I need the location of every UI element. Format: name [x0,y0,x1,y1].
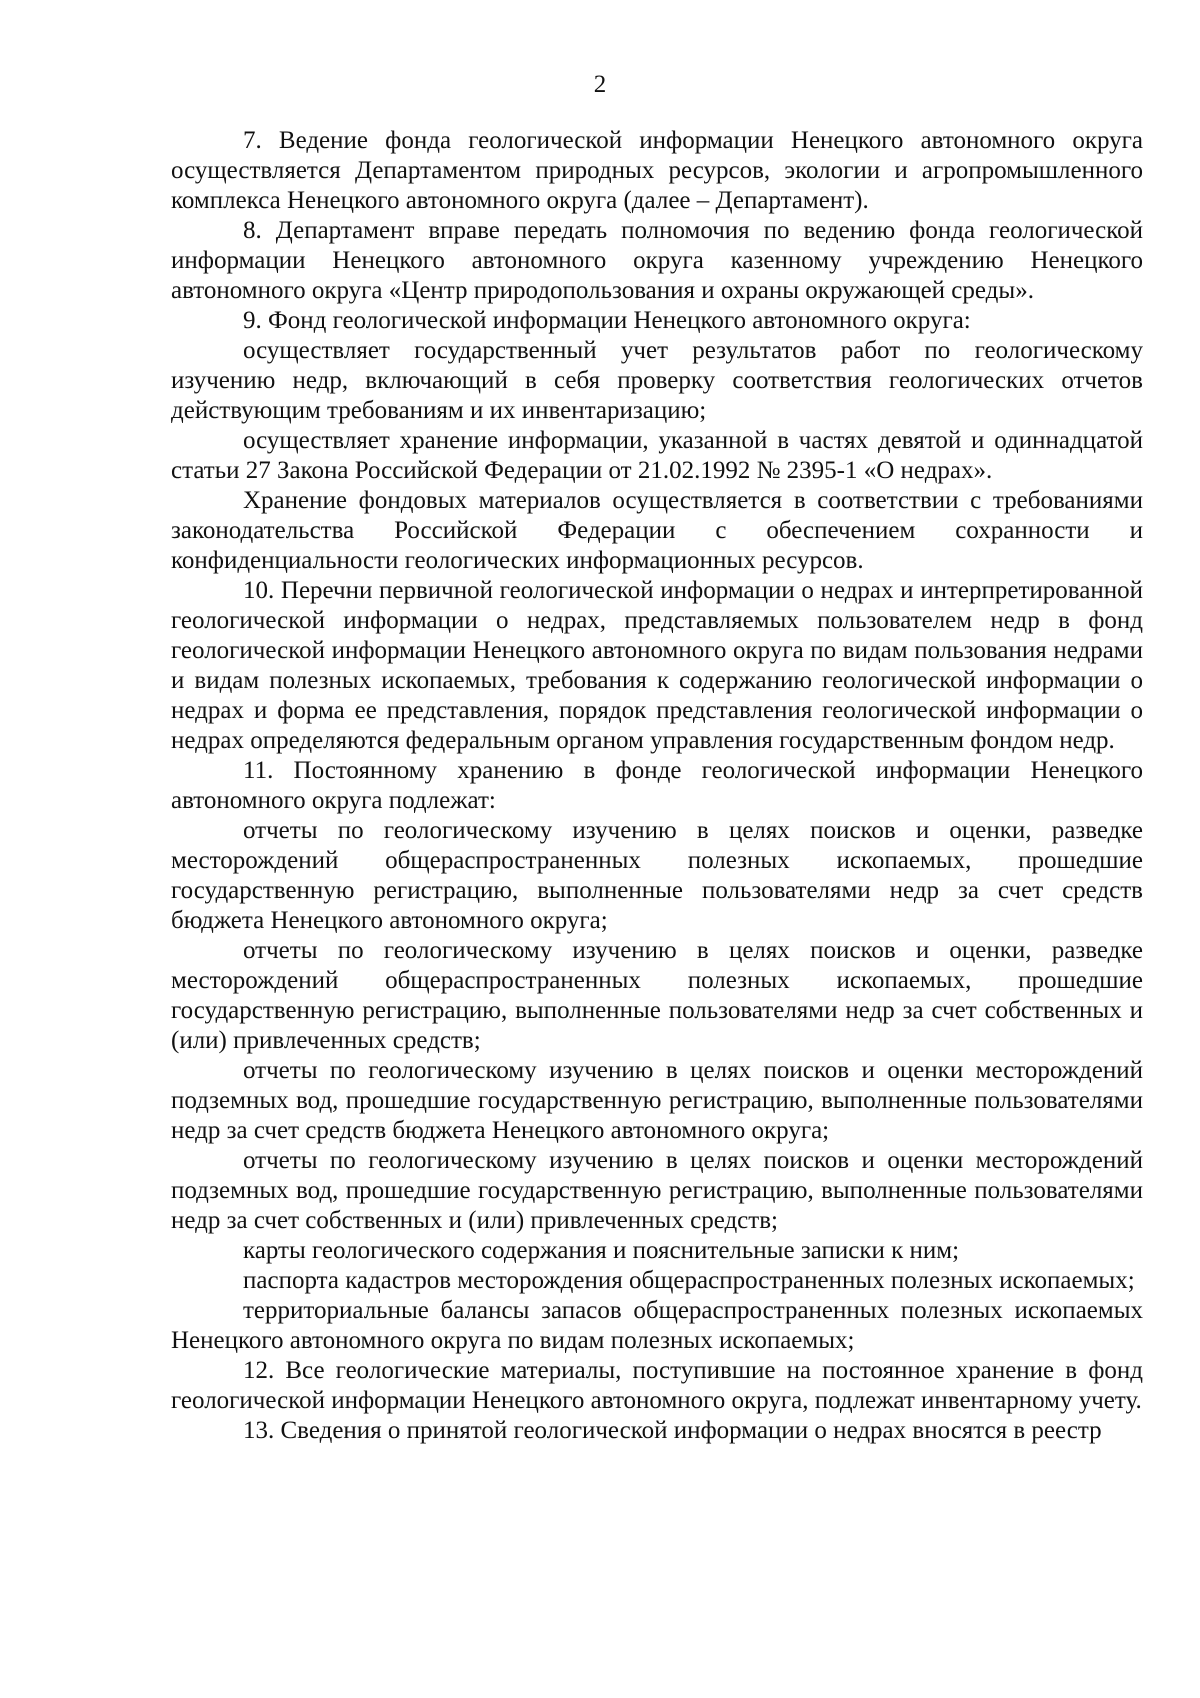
paragraph-11-item-3: отчеты по геологическому изучению в целях поисков и оценки месторождений подземных вод, прошедшие государственную регистрацию, выполненные пользователями недр за счет средств бюджета Ненецкого автономного округа; [171,1057,1143,1144]
document-body [171,126,1143,1446]
paragraph-12: 12. Все геологические материалы, поступившие на постоянное хранение в фонд геологической информации Ненецкого автономного округа, подлежат инвентарному учету. [171,1357,1143,1414]
paragraph-13: 13. Сведения о принятой геологической информации о недрах вносятся в реестр [243,1417,1102,1444]
paragraph-11: 11. Постоянному хранению в фонде геологической информации Ненецкого автономного округа подлежат: [171,757,1143,814]
paragraph-9: 9. Фонд геологической информации Ненецкого автономного округа: [243,307,971,334]
paragraph-8: 8. Департамент вправе передать полномочия по ведению фонда геологической информации Ненецкого автономного округа казенному учреждению Ненецкого автономного округа «Центр природопользования и охраны окружающей среды». [171,217,1143,304]
paragraph-storage-requirements: Хранение фондовых материалов осуществляется в соответствии с требованиями законодательства Российской Федерации с обеспечением сохранности и конфиденциальности геологических информационных ресурсов. [171,487,1143,574]
paragraph-10: 10. Перечни первичной геологической информации о недрах и интерпретированной геологической информации о недрах, представляемых пользователем недр в фонд геологической информации Ненецкого автономного округа по видам пользования недрами и видам полезных ископаемых, требования к содержанию геологической информации о недрах и форма ее представления, порядок представления геологической информации о недрах определяются федеральным органом управления государственным фондом недр. [171,577,1143,754]
paragraph-9-item-storage: осуществляет хранение информации, указанной в частях девятой и одиннадцатой статьи 27 Закона Российской Федерации от 21.02.1992 № 2395-1 «О недрах». [171,427,1143,484]
paragraph-9-item-state-accounting: осуществляет государственный учет результатов работ по геологическому изучению недр, включающий в себя проверку соответствия геологических отчетов действующим требованиям и их инвентаризацию; [171,337,1143,424]
page-number: 2 [593,71,607,98]
paragraph-11-item-1: отчеты по геологическому изучению в целях поисков и оценки, разведке месторождений общераспространенных полезных ископаемых, прошедшие государственную регистрацию, выполненные пользователями недр за счет средств бюджета Ненецкого автономного округа; [171,817,1143,934]
paragraph-11-item-5: карты геологического содержания и пояснительные записки к ним; [243,1237,960,1264]
paragraph-11-item-6: паспорта кадастров месторождения общераспространенных полезных ископаемых; [243,1267,1135,1294]
paragraph-7: 7. Ведение фонда геологической информации Ненецкого автономного округа осуществляется Департаментом природных ресурсов, экологии и агропромышленного комплекса Ненецкого автономного округа (далее – Департамент). [171,127,1143,214]
paragraph-11-item-4: отчеты по геологическому изучению в целях поисков и оценки месторождений подземных вод, прошедшие государственную регистрацию, выполненные пользователями недр за счет собственных и (или) привлеченных средств; [171,1147,1143,1234]
paragraph-11-item-7: территориальные балансы запасов общераспространенных полезных ископаемых Ненецкого автономного округа по видам полезных ископаемых; [171,1297,1143,1354]
paragraph-11-item-2: отчеты по геологическому изучению в целях поисков и оценки, разведке месторождений общераспространенных полезных ископаемых, прошедшие государственную регистрацию, выполненные пользователями недр за счет собственных и (или) привлеченных средств; [171,937,1143,1054]
